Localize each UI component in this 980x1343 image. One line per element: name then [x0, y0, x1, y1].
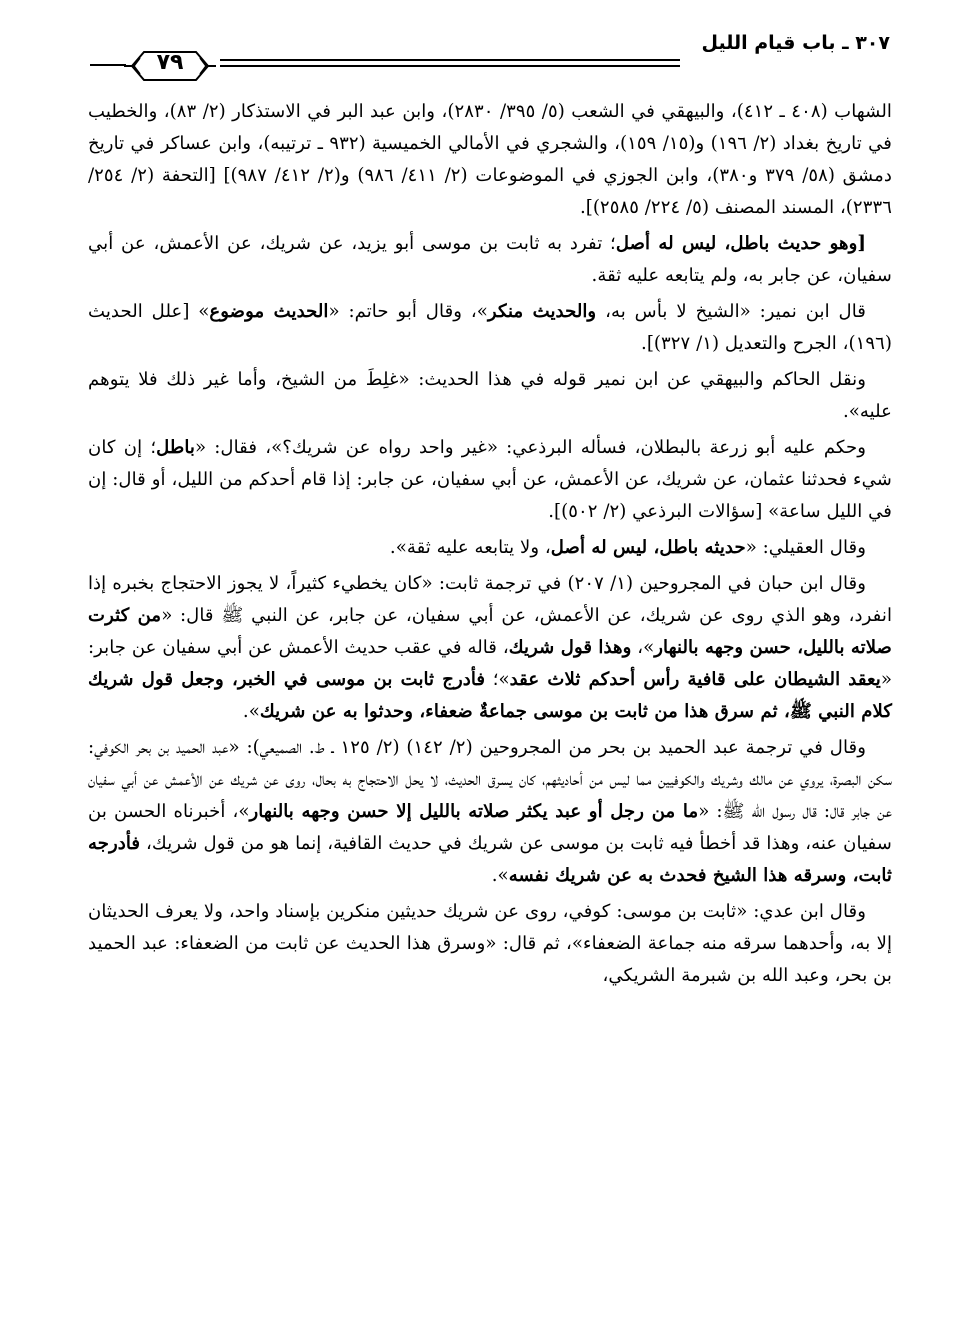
- paragraph: [88, 228, 892, 292]
- text-segment: ، قاله في عقب حديث الأعمش عن أبي سفيان عن جابر: «: [88, 637, 892, 690]
- bold-text: وهذا قول شريك: [508, 637, 632, 658]
- text-segment: »، أخبرناه الحسن بن سفيان عنه، وهذا قد أخطأ فيه ثابت بن موسى عن شريك في حديث القافية، إنما هو من قول شريك،: [88, 801, 892, 854]
- text-segment: وقال ابن حبان في المجروحين (١/ ٢٠٧) في ترجمة ثابت: «كان يخطيء كثيراً، لا يجوز الاحتجاج بخبره إذا انفرد، وهو الذي روى عن شريك، عن الأعمش، عن أبي سفيان، عن جابر، عن النبي ﷺ قال: «: [88, 573, 892, 626]
- bold-text: يعقد الشيطان على قافية رأس أحدكم ثلاث عقد: [509, 669, 881, 690]
- bold-text: فأدرجه ثابت، وسرقه هذا الشيخ فحدث به عن شريك نفسه: [88, 833, 892, 886]
- text-segment: ».: [242, 701, 260, 722]
- paragraph: [88, 568, 892, 728]
- text-segment: ، ولا يتابعه عليه ثقة».: [389, 537, 551, 558]
- text-segment: ».: [491, 865, 509, 886]
- paragraph: [88, 896, 892, 992]
- paragraph: [88, 532, 892, 564]
- text-segment: »، وقال أبو حاتم: «: [328, 301, 488, 322]
- page-number: ٧٩: [156, 50, 184, 75]
- text-segment: قال ابن نمير: «الشيخ لا بأس به،: [596, 301, 866, 322]
- page-header: [90, 28, 890, 78]
- text-segment: وقال ابن عدي: «ثابت بن موسى: كوفي، روى عن شريك حديثين منكرين بإسناد واحد، ولا يعرف الحديثان إلا به، وأحدهما سرقه منه جماعة الضعفاء»، ثم قال: «وسرق هذا الحديث عن ثابت من الضعفاء: عبد الحميد بن بحر، وعبد الله بن شبرمة الشريكي،: [88, 901, 892, 986]
- bold-text: حديثه باطل، ليس له أصل: [550, 537, 746, 558]
- bold-text: الحديث موضوع: [209, 301, 329, 322]
- text-segment: »؛: [485, 669, 510, 690]
- bold-text: باطل: [156, 437, 195, 458]
- paragraph: [88, 732, 892, 892]
- bold-text: فأدرج ثابت بن موسى في الخبر، وجعل قول شريك كلام النبي ﷺ، ثم سرق هذا من ثابت بن موسى جماعةٌ ضعفاء، وحدثوا به عن شريك: [88, 669, 892, 722]
- text-segment: ؛ تفرد به ثابت بن موسى أبو يزيد، عن شريك، عن الأعمش، عن أبي سفيان، عن جابر به، ولم يتابعه عليه ثقة.: [88, 233, 892, 286]
- text-segment: الشهاب (٤٠٨ ـ ٤١٢)، والبيهقي في الشعب (٥/ ٣٩٥/ ٢٨٣٠)، وابن عبد البر في الاستذكار (٢/ ٨٣)، والخطيب في تاريخ بغداد (٢/ ١٩٦) و(١٥/ ١٥٩)، والشجري في الأمالي الخميسية (٩٣٢ ـ ترتيبه)، وابن عساكر في تاريخ دمشق (٥٨/ ٣٧٩ و٣٨٠)، وابن الجوزي في الموضوعات (٢/ ٤١١/ ٩٨٦) و(٢/ ٤١٢/ ٩٨٧)] [التحفة (٢/ ٢٥٤/ ٢٣٣٦)، المسند المصنف (٥/ ٢٢٤/ ٢٥٨٥)].: [88, 101, 892, 218]
- text-segment: ونقل الحاكم والبيهقي عن ابن نمير قوله في هذا الحديث: «غلِطَ من الشيخ، وأما غير ذلك فلا يتوهم عليه».: [88, 369, 892, 422]
- paragraph: [88, 96, 892, 224]
- bold-text: [وهو حديث باطل، ليس له أصل: [615, 233, 867, 254]
- body-text: [88, 96, 892, 996]
- bold-text: من كثرت صلاته بالليل، حسن وجهه بالنهار: [88, 605, 893, 658]
- text-segment: »،: [631, 637, 655, 658]
- bold-text: والحديث منكر: [487, 301, 597, 322]
- text-segment: » [علل الحديث (١٩٦)، الجرح والتعديل (١/ ٣٢٧)].: [88, 301, 892, 354]
- text-segment: وقال في ترجمة عبد الحميد بن بحر من المجروحين (٢/ ١٤٢) (٢/ ١٢٥ ـ ط. الصميعي): «عبد الحميد بن بحر الكوفي: سكن البصرة، يروي عن مالك وشريك والكوفيين مما ليس من أحاديثهم، كان يسرق الحديث، لا يحل الاحتجاج به بحال، روى عن شريك عن الأعمش عن أبي سفيان عن جابر قال: قال رسول الله ﷺ: «: [88, 737, 892, 822]
- paragraph: [88, 432, 892, 528]
- paragraph: [88, 296, 892, 360]
- text-segment: وحكم عليه أبو زرعة بالبطلان، فسأله البرذعي: «غير واحد رواه عن شريك؟»، فقال: «: [194, 437, 866, 458]
- running-title: ٣٠٧ ـ باب قيام الليل: [701, 32, 890, 54]
- paragraph: [88, 364, 892, 428]
- header-double-rule: [220, 59, 680, 61]
- header-rule-left: [90, 64, 126, 66]
- text-segment: وقال العقيلي: «: [745, 537, 866, 558]
- text-segment: ؛ إن كان شيء فحدثنا عثمان، عن شريك، عن الأعمش، عن أبي سفيان، عن جابر: إذا قام أحدكم من الليل، أو قال: إن في الليل ساعة» [سؤالات البرذعي (٢/ ٥٠٢)].: [88, 437, 892, 522]
- bold-text: ما من رجل أو عبد يكثر صلاته بالليل إلا حسن وجهه بالنهار: [249, 801, 699, 822]
